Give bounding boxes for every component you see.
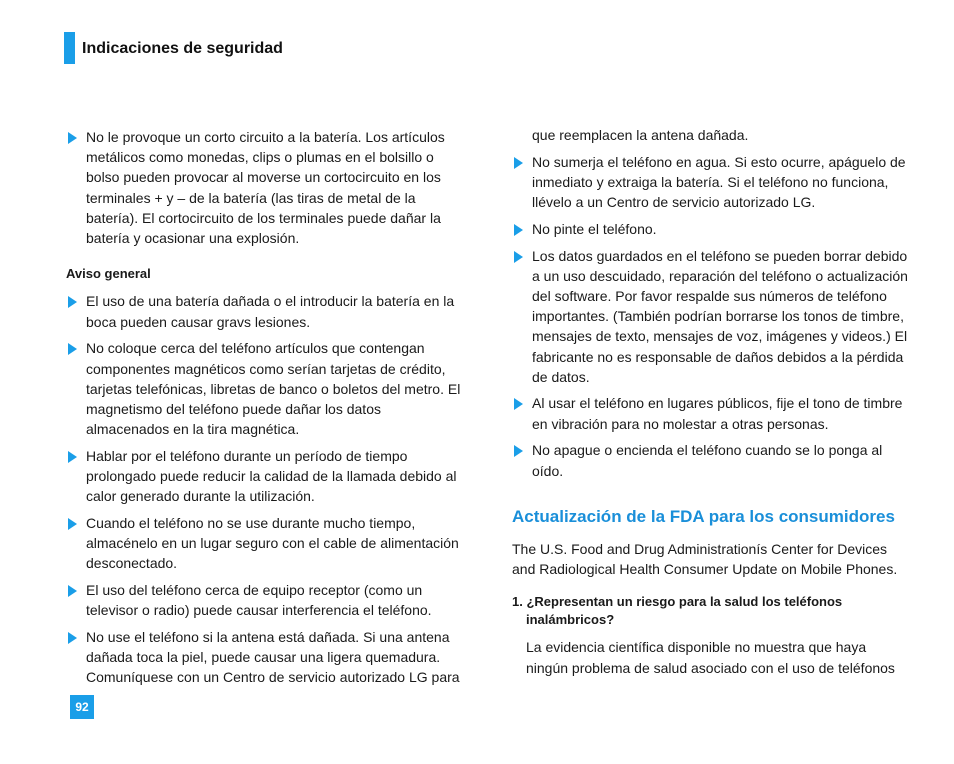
answer-paragraph: La evidencia científica disponible no muestra que haya ningún problema de salud asociado con el uso de teléfonos [526, 639, 895, 676]
page-number-badge: 92 [70, 695, 94, 719]
bullet-text: El uso de una batería dañada o el introducir la batería en la boca pueden causar gravs lesiones. [86, 293, 455, 330]
bullet-arrow-icon [68, 451, 77, 463]
bullet-item [66, 580, 461, 620]
bullet-text: No coloque cerca del teléfono artículos que contengan componentes magnéticos como serían tarjetas de crédito, tarjetas telefónicas, libretas de banco o boletos del metro. El magnetismo del teléfono puede dañar los datos almacenados en la tira magnética. [86, 340, 461, 438]
bullet-arrow-icon [68, 585, 77, 597]
bullet-item [512, 393, 908, 433]
bullet-text: No use el teléfono si la antena está dañada. Si una antena dañada toca la piel, puede causar una ligera quemadura. Comuníquese con un Centro de servicio autorizado LG para [86, 628, 460, 686]
left-column [66, 127, 461, 694]
bullet-item [512, 152, 908, 213]
section-title: Actualización de la FDA para los consumidores [512, 506, 895, 526]
bullet-item [66, 338, 461, 439]
bullet-item [66, 127, 461, 248]
question-heading: 1. ¿Representan un riesgo para la salud los teléfonos inalámbricos? [512, 594, 843, 628]
bullet-text: No pinte el teléfono. [532, 220, 657, 237]
bullet-text: Al usar el teléfono en lugares públicos, fije el tono de timbre en vibración para no molestar a otras personas. [532, 395, 903, 432]
bullet-arrow-icon [514, 445, 523, 457]
bullet-arrow-icon [68, 132, 77, 144]
bullet-text: No le provoque un corto circuito a la batería. Los artículos metálicos como monedas, clips o plumas en el bolsillo o bolso pueden provocar al moverse un cortocircuito en los terminales + y – de la batería (las tiras de metal de la batería). El cortocircuito de los terminales puede dañar la batería y ocasionar una explosión. [86, 129, 445, 247]
right-column [512, 125, 908, 678]
subheading: Aviso general [66, 266, 151, 282]
bullet-item [512, 440, 908, 480]
bullet-item [66, 446, 461, 507]
bullet-arrow-icon [514, 398, 523, 410]
bullet-item [66, 513, 461, 574]
header-accent-bar [64, 32, 75, 64]
bullet-item [66, 291, 461, 331]
bullet-text: No apague o encienda el teléfono cuando se lo ponga al oído. [532, 442, 883, 479]
bullet-item [66, 627, 461, 688]
page-header-title: Indicaciones de seguridad [82, 40, 283, 57]
intro-paragraph: The U.S. Food and Drug Administrationís Center for Devices and Radiological Health Consumer Update on Mobile Phones. [512, 540, 898, 578]
bullet-text: El uso del teléfono cerca de equipo receptor (como un televisor o radio) puede causar interferencia el teléfono. [86, 582, 432, 619]
bullet-arrow-icon [68, 343, 77, 355]
bullet-arrow-icon [68, 518, 77, 530]
bullet-continuation: que reemplacen la antena dañada. [532, 127, 749, 143]
bullet-text: Hablar por el teléfono durante un período de tiempo prolongado puede reducir la calidad de la llamada debido al calor generado durante la utilización. [86, 447, 457, 505]
bullet-arrow-icon [514, 224, 523, 236]
bullet-arrow-icon [514, 157, 523, 169]
bullet-arrow-icon [68, 632, 77, 644]
bullet-text: No sumerja el teléfono en agua. Si esto ocurre, apáguelo de inmediato y extraiga la batería. Si el teléfono no funciona, llévelo a un Centro de servicio autorizado LG. [532, 153, 906, 211]
bullet-arrow-icon [68, 296, 77, 308]
bullet-text: Los datos guardados en el teléfono se pueden borrar debido a un uso descuidado, reparación del teléfono o actualización del software. Por favor respalde sus números de teléfono importantes. (También podrían borrarse los tonos de timbre, mensajes de texto, mensajes de voz, imágenes y videos.) El fabricante no es responsable de daños debidos a la pérdida de datos. [532, 247, 908, 385]
bullet-item [512, 246, 908, 387]
bullet-arrow-icon [514, 251, 523, 263]
bullet-text: Cuando el teléfono no se use durante mucho tiempo, almacénelo en un lugar seguro con el cable de alimentación desconectado. [86, 514, 459, 572]
bullet-item [512, 219, 908, 239]
